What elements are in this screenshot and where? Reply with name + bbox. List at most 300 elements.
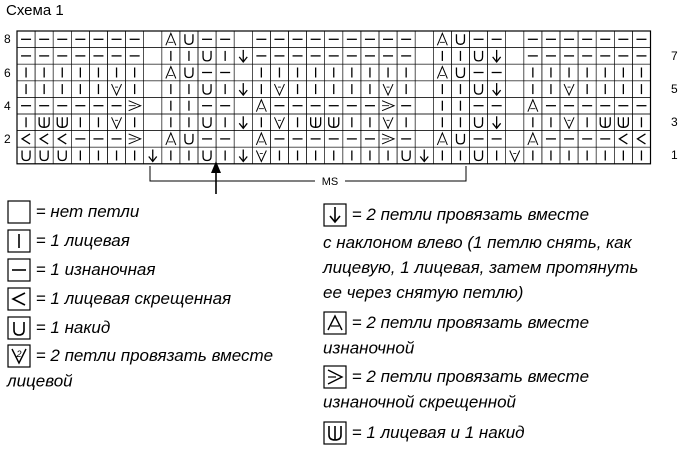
- chart-cell: [578, 31, 596, 48]
- row-label-6: 6: [4, 66, 11, 80]
- chart-cell: [270, 48, 288, 65]
- chart-cell: [632, 64, 650, 81]
- chart-cell: [234, 147, 252, 164]
- row-label-2: 2: [4, 132, 11, 146]
- chart-cell: [270, 81, 288, 98]
- chart-cell: [270, 114, 288, 131]
- chart-cell: [451, 64, 469, 81]
- chart-cell: [488, 131, 506, 148]
- chart-cell: [144, 64, 162, 81]
- chart-cell: [216, 147, 234, 164]
- chart-cell: [71, 114, 89, 131]
- chart-cell: [433, 31, 451, 48]
- chart-cell: [614, 48, 632, 65]
- chart-cell: [433, 147, 451, 164]
- chart-cell: [307, 31, 325, 48]
- repeat-label: MS: [321, 176, 339, 188]
- chart-grid: [17, 31, 651, 164]
- chart-cell: [35, 147, 53, 164]
- chart-cell: [144, 97, 162, 114]
- chart-cell: [198, 81, 216, 98]
- chart-cell: [542, 31, 560, 48]
- legend-knit-tbl: = 1 лицевая скрещенная: [7, 287, 231, 311]
- chart-cell: [415, 64, 433, 81]
- chart-cell: [524, 131, 542, 148]
- chart-cell: [307, 131, 325, 148]
- chart-cell: [71, 97, 89, 114]
- legend-p2tog-tbl: = 2 петли провязать вместе: [323, 365, 589, 389]
- chart-cell: [379, 114, 397, 131]
- chart-cell: [216, 81, 234, 98]
- chart-cell: [89, 64, 107, 81]
- row-label-5: 5: [671, 82, 678, 96]
- chart-cell: [180, 114, 198, 131]
- chart-cell: [17, 81, 35, 98]
- chart-cell: [415, 81, 433, 98]
- chart-cell: [451, 97, 469, 114]
- chart-cell: [361, 114, 379, 131]
- chart-cell: [343, 48, 361, 65]
- chart-cell: [506, 31, 524, 48]
- chart-cell: [578, 48, 596, 65]
- chart-cell: [632, 31, 650, 48]
- chart-cell: [270, 147, 288, 164]
- chart-cell: [180, 48, 198, 65]
- chart-cell: [470, 114, 488, 131]
- chart-cell: [325, 31, 343, 48]
- chart-cell: [506, 131, 524, 148]
- chart-cell: [343, 97, 361, 114]
- chart-cell: [234, 31, 252, 48]
- chart-cell: [53, 48, 71, 65]
- chart-cell: [614, 31, 632, 48]
- chart-title: Схема 1: [6, 2, 64, 19]
- legend-k2tog-cont: лицевой: [7, 371, 73, 391]
- chart-cell: [578, 114, 596, 131]
- chart-cell: [180, 64, 198, 81]
- knit-icon: [7, 229, 31, 253]
- chart-cell: [614, 64, 632, 81]
- chart-cell: [614, 97, 632, 114]
- row-label-3: 3: [671, 115, 678, 129]
- chart-cell: [433, 97, 451, 114]
- chart-cell: [506, 48, 524, 65]
- chart-cell: [144, 48, 162, 65]
- chart-cell: [108, 147, 126, 164]
- chart-cell: [198, 114, 216, 131]
- chart-cell: [252, 147, 270, 164]
- chart-cell: [108, 97, 126, 114]
- chart-cell: [252, 131, 270, 148]
- chart-cell: [361, 31, 379, 48]
- chart-cell: [343, 131, 361, 148]
- chart-cell: [451, 48, 469, 65]
- chart-cell: [560, 114, 578, 131]
- chart-cell: [289, 64, 307, 81]
- chart-cell: [162, 114, 180, 131]
- chart-cell: [542, 114, 560, 131]
- chart-cell: [89, 131, 107, 148]
- p2tog-icon: [323, 311, 347, 335]
- chart-cell: [506, 147, 524, 164]
- chart-cell: [343, 114, 361, 131]
- chart-cell: [632, 97, 650, 114]
- chart-cell: [488, 97, 506, 114]
- chart-cell: [198, 48, 216, 65]
- chart-cell: [17, 31, 35, 48]
- chart-cell: [35, 114, 53, 131]
- chart-cell: [470, 147, 488, 164]
- chart-cell: [307, 81, 325, 98]
- chart-cell: [397, 81, 415, 98]
- chart-cell: [198, 97, 216, 114]
- chart-cell: [180, 147, 198, 164]
- chart-cell: [17, 97, 35, 114]
- chart-cell: [560, 97, 578, 114]
- chart-cell: [53, 97, 71, 114]
- chart-cell: [53, 147, 71, 164]
- chart-cell: [126, 147, 144, 164]
- chart-cell: [343, 31, 361, 48]
- chart-cell: [289, 114, 307, 131]
- chart-cell: [180, 131, 198, 148]
- chart-cell: [126, 48, 144, 65]
- chart-cell: [252, 81, 270, 98]
- chart-cell: [506, 64, 524, 81]
- chart-cell: [451, 81, 469, 98]
- chart-cell: [216, 114, 234, 131]
- chart-cell: [397, 114, 415, 131]
- chart-cell: [180, 97, 198, 114]
- chart-cell: [415, 31, 433, 48]
- chart-cell: [451, 31, 469, 48]
- chart-cell: [542, 147, 560, 164]
- chart-cell: [71, 81, 89, 98]
- chart-cell: [53, 131, 71, 148]
- chart-cell: [415, 48, 433, 65]
- chart-cell: [307, 147, 325, 164]
- chart-cell: [252, 48, 270, 65]
- row-label-1: 1: [671, 148, 678, 162]
- chart-cell: [596, 81, 614, 98]
- chart-cell: [144, 81, 162, 98]
- p2tog-twisted-icon: [323, 365, 347, 389]
- chart-cell: [198, 131, 216, 148]
- chart-cell: [524, 48, 542, 65]
- knit-twisted-icon: [7, 287, 31, 311]
- chart-cell: [144, 131, 162, 148]
- chart-cell: [17, 147, 35, 164]
- chart-cell: [433, 114, 451, 131]
- chart-cell: [470, 131, 488, 148]
- chart-cell: [524, 114, 542, 131]
- chart-cell: [162, 64, 180, 81]
- chart-cell: [289, 97, 307, 114]
- chart-cell: [415, 147, 433, 164]
- chart-cell: [216, 64, 234, 81]
- chart-cell: [379, 147, 397, 164]
- chart-cell: [270, 31, 288, 48]
- chart-cell: [126, 64, 144, 81]
- legend-empty: = нет петли: [7, 200, 139, 224]
- chart-cell: [470, 97, 488, 114]
- chart-cell: [126, 31, 144, 48]
- chart-cell: [216, 97, 234, 114]
- chart-cell: [198, 147, 216, 164]
- chart-cell: [53, 81, 71, 98]
- chart-cell: [71, 131, 89, 148]
- chart-cell: [89, 31, 107, 48]
- chart-cell: [614, 131, 632, 148]
- chart-cell: [325, 131, 343, 148]
- chart-cell: [144, 114, 162, 131]
- legend-ssk-description: с наклоном влево (1 петлю снять, как лицевую, 1 лицевая, затем протянуть ее через снятую петлю): [323, 233, 639, 302]
- chart-cell: [71, 48, 89, 65]
- chart-cell: [17, 48, 35, 65]
- chart-cell: [542, 97, 560, 114]
- chart-cell: [542, 64, 560, 81]
- chart-cell: [198, 31, 216, 48]
- chart-cell: [451, 131, 469, 148]
- chart-cell: [89, 114, 107, 131]
- chart-cell: [506, 97, 524, 114]
- row-labels: [4, 32, 678, 162]
- chart-cell: [415, 97, 433, 114]
- chart-cell: [162, 147, 180, 164]
- chart-cell: [632, 48, 650, 65]
- chart-cell: [596, 48, 614, 65]
- k2tog-icon: [7, 344, 31, 368]
- chart-cell: [216, 31, 234, 48]
- purl-icon: [7, 258, 31, 282]
- chart-cell: [289, 131, 307, 148]
- chart-cell: [578, 97, 596, 114]
- chart-cell: [524, 31, 542, 48]
- chart-cell: [35, 31, 53, 48]
- chart-cell: [560, 131, 578, 148]
- chart-cell: [108, 81, 126, 98]
- chart-cell: [632, 81, 650, 98]
- chart-cell: [162, 31, 180, 48]
- chart-cell: [578, 81, 596, 98]
- row-label-8: 8: [4, 32, 11, 46]
- chart-cell: [270, 64, 288, 81]
- chart-cell: [144, 31, 162, 48]
- chart-cell: [614, 81, 632, 98]
- yarn-over-icon: [7, 316, 31, 340]
- row-label-7: 7: [671, 49, 678, 63]
- chart-cell: [252, 97, 270, 114]
- chart-cell: [379, 131, 397, 148]
- svg-text:2: 2: [16, 349, 22, 359]
- chart-cell: [108, 31, 126, 48]
- chart-cell: [524, 64, 542, 81]
- chart-cell: [325, 48, 343, 65]
- chart-cell: [361, 97, 379, 114]
- chart-cell: [433, 131, 451, 148]
- chart-cell: [126, 81, 144, 98]
- chart-cell: [451, 147, 469, 164]
- chart-cell: [53, 31, 71, 48]
- chart-cell: [35, 97, 53, 114]
- chart-cell: [488, 64, 506, 81]
- chart-cell: [35, 48, 53, 65]
- chart-cell: [17, 114, 35, 131]
- chart-cell: [560, 81, 578, 98]
- chart-cell: [470, 48, 488, 65]
- chart-cell: [488, 31, 506, 48]
- chart-cell: [289, 31, 307, 48]
- chart-cell: [89, 48, 107, 65]
- chart-cell: [397, 97, 415, 114]
- chart-cell: [451, 114, 469, 131]
- chart-cell: [560, 48, 578, 65]
- chart-cell: [379, 48, 397, 65]
- chart-cell: [542, 48, 560, 65]
- chart-cell: [307, 64, 325, 81]
- chart-cell: [234, 81, 252, 98]
- knit-and-yo-icon: [323, 421, 347, 445]
- chart-cell: [560, 64, 578, 81]
- chart-cell: [89, 81, 107, 98]
- legend-knit: = 1 лицевая: [7, 229, 130, 253]
- chart-cell: [162, 131, 180, 148]
- empty-cell-icon: [7, 200, 31, 224]
- legend-purl: = 1 изнаночная: [7, 258, 155, 282]
- chart-cell: [578, 131, 596, 148]
- chart-cell: [162, 81, 180, 98]
- chart-cell: [71, 31, 89, 48]
- chart-cell: [234, 131, 252, 148]
- chart-cell: [343, 147, 361, 164]
- chart-cell: [89, 147, 107, 164]
- chart-cell: [252, 64, 270, 81]
- chart-cell: [108, 114, 126, 131]
- chart-cell: [343, 64, 361, 81]
- chart-cell: [397, 147, 415, 164]
- chart-cell: [234, 114, 252, 131]
- chart-cell: [578, 147, 596, 164]
- chart-cell: [126, 114, 144, 131]
- chart-cell: [126, 97, 144, 114]
- chart-cell: [234, 64, 252, 81]
- chart-cell: [379, 31, 397, 48]
- chart-cell: [596, 131, 614, 148]
- chart-cell: [632, 131, 650, 148]
- chart-cell: [470, 31, 488, 48]
- chart-cell: [542, 131, 560, 148]
- chart-cell: [379, 64, 397, 81]
- chart-cell: [53, 114, 71, 131]
- chart-cell: [379, 81, 397, 98]
- chart-cell: [433, 81, 451, 98]
- arrow-up-icon: [211, 161, 221, 194]
- chart-cell: [289, 81, 307, 98]
- ssk-arrow-icon: [323, 203, 347, 227]
- chart-cell: [379, 97, 397, 114]
- chart-cell: [180, 31, 198, 48]
- chart-cell: [397, 131, 415, 148]
- chart-cell: [252, 114, 270, 131]
- chart-cell: [289, 48, 307, 65]
- chart-cell: [433, 64, 451, 81]
- legend-k1yo: = 1 лицевая и 1 накид: [323, 421, 525, 445]
- chart-cell: [361, 147, 379, 164]
- chart-cell: [108, 64, 126, 81]
- chart-cell: [325, 64, 343, 81]
- chart-cell: [524, 97, 542, 114]
- chart-cell: [53, 64, 71, 81]
- row-label-4: 4: [4, 99, 11, 113]
- chart-cell: [632, 114, 650, 131]
- chart-cell: [578, 64, 596, 81]
- chart-cell: [506, 81, 524, 98]
- chart-cell: [17, 64, 35, 81]
- chart-cell: [162, 48, 180, 65]
- chart-cell: [71, 147, 89, 164]
- legend-p2tog: = 2 петли провязать вместе: [323, 311, 589, 335]
- chart-cell: [108, 48, 126, 65]
- chart-cell: [397, 64, 415, 81]
- chart-cell: [596, 97, 614, 114]
- chart-cell: [470, 81, 488, 98]
- chart-cell: [270, 131, 288, 148]
- chart-cell: [397, 48, 415, 65]
- chart-cell: [415, 131, 433, 148]
- chart-cell: [89, 97, 107, 114]
- chart-cell: [216, 48, 234, 65]
- chart-cell: [415, 114, 433, 131]
- legend-p2tog-cont: изнаночной: [323, 338, 415, 358]
- chart-cell: [289, 147, 307, 164]
- chart-cell: [35, 131, 53, 148]
- chart-cell: [325, 147, 343, 164]
- chart-cell: [488, 114, 506, 131]
- knitting-chart: [0, 0, 700, 195]
- chart-cell: [343, 81, 361, 98]
- chart-cell: [198, 64, 216, 81]
- legend-yo: = 1 накид: [7, 316, 110, 340]
- chart-cell: [433, 48, 451, 65]
- chart-cell: [506, 114, 524, 131]
- chart-cell: [361, 48, 379, 65]
- chart-cell: [361, 64, 379, 81]
- chart-cell: [596, 31, 614, 48]
- chart-cell: [216, 131, 234, 148]
- chart-cell: [361, 81, 379, 98]
- chart-cell: [632, 147, 650, 164]
- chart-cell: [614, 114, 632, 131]
- chart-cell: [71, 64, 89, 81]
- chart-cell: [325, 81, 343, 98]
- chart-cell: [307, 48, 325, 65]
- chart-cell: [488, 48, 506, 65]
- chart-cell: [234, 97, 252, 114]
- chart-cell: [361, 131, 379, 148]
- chart-cell: [542, 81, 560, 98]
- chart-cell: [325, 97, 343, 114]
- legend-ssk: = 2 петли провязать вместе: [323, 203, 589, 227]
- chart-cell: [488, 81, 506, 98]
- chart-cell: [560, 147, 578, 164]
- legend-p2tog-tbl-cont: изнаночной скрещенной: [323, 392, 516, 412]
- chart-cell: [560, 31, 578, 48]
- chart-cell: [488, 147, 506, 164]
- chart-cell: [325, 114, 343, 131]
- chart-cell: [35, 81, 53, 98]
- chart-cell: [524, 147, 542, 164]
- chart-cell: [307, 114, 325, 131]
